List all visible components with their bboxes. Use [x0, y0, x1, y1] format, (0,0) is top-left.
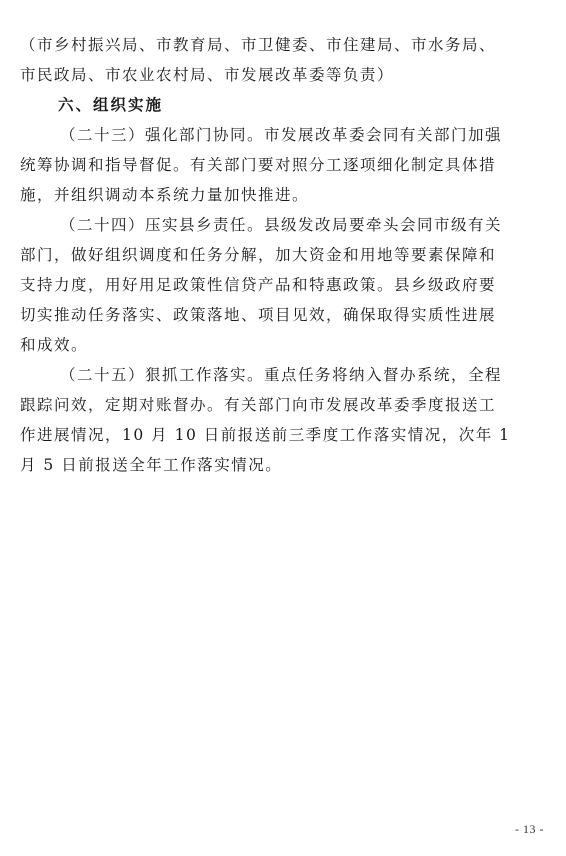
document-body: [20, 30, 550, 480]
text-line: 部门，做好组织调度和任务分解，加大资金和用地等要素保障和: [20, 246, 497, 264]
paragraph-start-line: （二十三）强化部门协同。市发展改革委会同有关部门加强: [60, 126, 503, 144]
text-line: 作进展情况，10 月 10 日前报送前三季度工作落实情况，次年 1: [20, 426, 511, 444]
text-line: 施，并组织调动本系统力量加快推进。: [20, 186, 310, 204]
text-line: 月 5 日前报送全年工作落实情况。: [20, 456, 283, 474]
page-number: - 13 -: [515, 822, 544, 836]
text-line: 跟踪问效，定期对账督办。有关部门向市发展改革委季度报送工: [20, 396, 497, 414]
paragraph-start-line: （二十五）狠抓工作落实。重点任务将纳入督办系统，全程: [60, 366, 503, 384]
section-heading: 六、组织实施: [58, 96, 164, 114]
text-line: 切实推动任务落实、政策落地、项目见效，确保取得实质性进展: [20, 306, 497, 324]
text-line: 支持力度，用好用足政策性信贷产品和特惠政策。县乡级政府要: [20, 276, 497, 294]
paragraph-start-line: （二十四）压实县乡责任。县级发改局要牵头会同市级有关: [60, 216, 503, 234]
text-line: 统筹协调和指导督促。有关部门要对照分工逐项细化制定具体措: [20, 156, 497, 174]
text-line: （市乡村振兴局、市教育局、市卫健委、市住建局、市水务局、: [20, 36, 497, 54]
text-line: 市民政局、市农业农村局、市发展改革委等负责）: [20, 66, 395, 84]
text-line: 和成效。: [20, 336, 89, 354]
